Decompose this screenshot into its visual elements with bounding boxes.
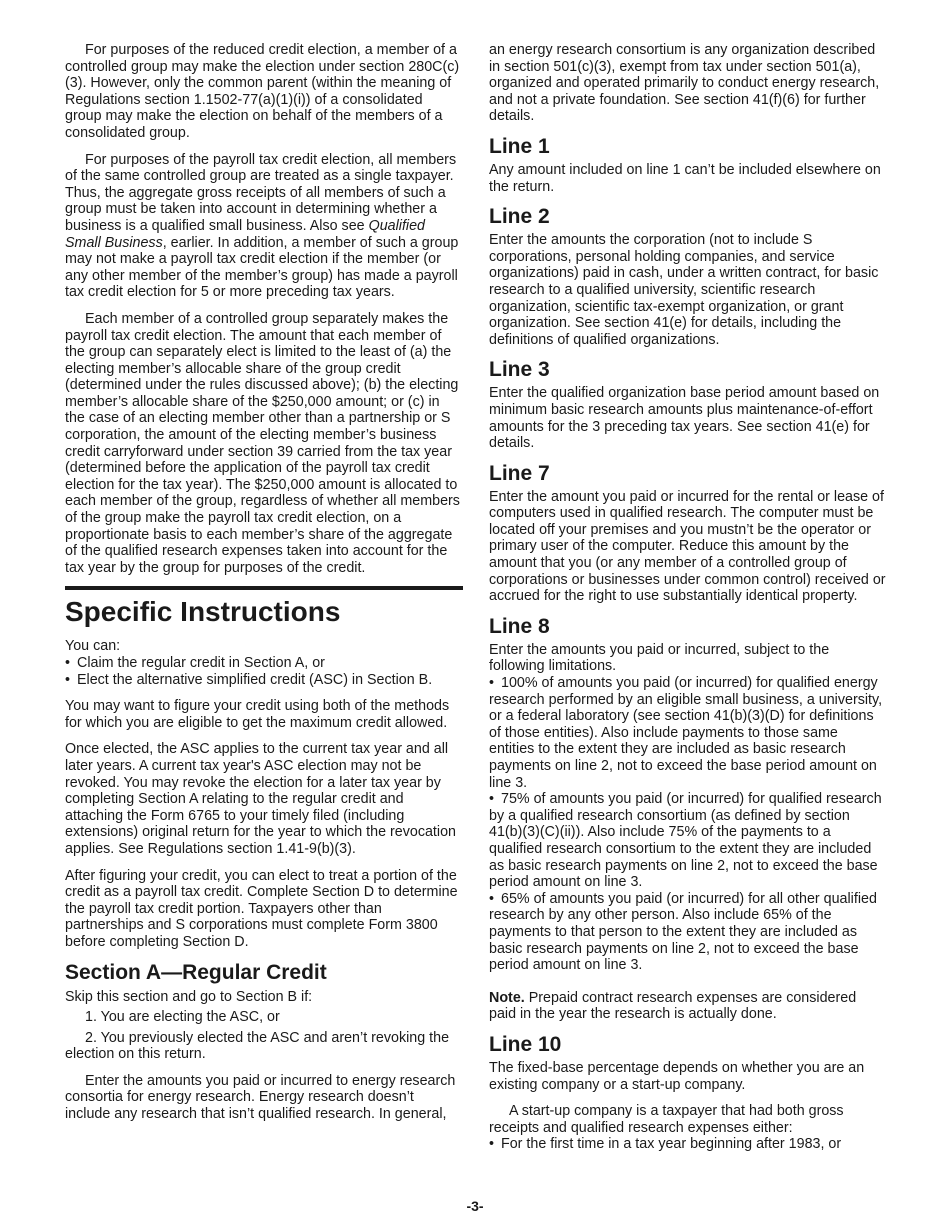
paragraph-energy-consortium: an energy research consortium is any organization described in section 501(c)(3), exempt from tax under section 501(a), organized and operated primarily to conduct energy research, and not a private foundation. See section 41(f)(6) for further details. — [489, 42, 880, 125]
line-2-text: Enter the amounts the corporation (not to include S corporations, personal holding companies, and service organizations) paid in cash, under a written contract, for basic research to a qualified university, scientific research organization, scientific tax-exempt organization, or grant organization. See section 41(e) for details, including the definitions of qualified organizations. — [489, 232, 879, 348]
line-3-heading: Line 3 — [489, 358, 550, 382]
paragraph-controlled-group: Each member of a controlled group separately makes the payroll tax credit election. The amount that each member of the group can separately elect is limited to the least of (a) the electing member’s allocable share of the group credit (determined under the rules discussed above); (b) the electing member’s allocable share of the $250,000 amount; or (c) in the case of an electing member other than a partnership or S corporation, the amount of the electing member’s business credit carryforward under section 39 carried from the tax year (determined before the application of the payroll tax credit election for the tax year). The $250,000 amount is allocated to each member of the group, regardless of whether all members of the group make the payroll tax credit election, on a proportionate basis to each member’s share of the aggregate of the qualified research expenses taken into account for the tax year by the group for purposes of the credit. — [65, 310, 460, 576]
list-item: • Claim the regular credit in Section A, or — [65, 655, 463, 672]
bullet-icon: • — [489, 890, 495, 907]
skip-text: Skip this section and go to Section B if: — [65, 988, 313, 1005]
note-paragraph — [489, 990, 887, 1023]
emphasis-qualified-small-business: Qualified Small Business — [65, 217, 426, 251]
bullet-text: 75% of amounts you paid (or incurred) for qualified research by a qualified research consortium (as defined by section 41(b)(3)(C)(ii)). Also include 75% of the payments to a qualified research consortium to the extent they are included as basic research payments on line 2, not to exceed the base period amount on line 3. — [489, 791, 882, 891]
bullet-icon: • — [489, 791, 495, 808]
bullet-text: For the first time in a tax year beginning after 1983, or — [501, 1136, 842, 1153]
line-8-bullet — [489, 791, 887, 891]
paragraph-energy-research: Enter the amounts you paid or incurred to energy research consortia for energy research. Energy research doesn’t include any research that isn’t qualified research. In general, — [65, 1072, 456, 1123]
line-8-intro: Enter the amounts you paid or incurred, subject to the following limitations. — [489, 641, 830, 675]
line-1-heading: Line 1 — [489, 134, 550, 158]
list-item: • Elect the alternative simplified credit (ASC) in Section B. — [65, 672, 463, 689]
page-number: -3- — [466, 1198, 484, 1214]
line-3-text: Enter the qualified organization base period amount based on minimum basic research amounts plus maintenance-of-effort amounts for the 3 preceding tax years. See section 41(e) for details. — [489, 385, 880, 452]
paragraph-both-methods: You may want to figure your credit using both of the methods for which you are eligible to get the maximum credit allowed. — [65, 698, 450, 731]
section-a-heading: Section A—Regular Credit — [65, 960, 327, 984]
paragraph-payroll-portion: After figuring your credit, you can elect to treat a portion of the credit as a payroll tax credit. Complete Section D to determine the payroll tax credit portion. Taxpayers other than partnerships and S corporations must complete Form 3800 before completing Section D. — [65, 867, 458, 950]
specific-instructions-heading: Specific Instructions — [65, 586, 463, 628]
left-column — [65, 42, 463, 1133]
bullet-text: 100% of amounts you paid (or incurred) for qualified energy research performed by an eligible small business, a university, or a federal laboratory (see section 41(b)(3)(D) for definitions of those entities). Also include payments to those same entities to the extent they are included as basic research payments on line 2, not to exceed the base period amount on line 3. — [489, 675, 883, 791]
line-10-heading: Line 10 — [489, 1032, 562, 1056]
bullet-icon: • — [489, 1136, 495, 1153]
note-text: Prepaid contract research expenses are considered paid in the year the research is actually done. — [489, 989, 857, 1023]
bullet-icon: • — [489, 675, 495, 692]
line-8-bullet — [489, 891, 887, 974]
line-7-heading: Line 7 — [489, 461, 550, 485]
paragraph-reduced-credit: For purposes of the reduced credit election, a member of a controlled group may make the election under section 280C(c)(3). However, only the common parent (within the meaning of Regulations section 1.1502-77(a)(1)(i)) of a consolidated group may make the election on behalf of the members of a consolidated group. — [65, 42, 460, 141]
paragraph-payroll-election — [65, 152, 463, 301]
you-can-text: You can: — [65, 638, 121, 655]
line-1-text: Any amount included on line 1 can’t be included elsewhere on the return. — [489, 161, 881, 195]
bullet-text: 65% of amounts you paid (or incurred) for all other qualified research by any other person. Also include 65% of the payments to that person to the extent they are included as basic research payments on line 2, not to exceed the base period amount on line 3. — [489, 890, 877, 974]
line-8-heading: Line 8 — [489, 614, 550, 638]
line-7-text: Enter the amount you paid or incurred for the rental or lease of computers used in qualified research. The computer must be located off your premises and you mustn’t be the operator or primary user of the computer. Reduce this amount by the amount that you (or any member of a controlled group of corporations or businesses under common control) received or accrued for the right to use substantially identical property. — [489, 488, 886, 605]
line-2-heading: Line 2 — [489, 205, 550, 229]
startup-text: A start-up company is a taxpayer that had both gross receipts and qualified research expenses either: — [489, 1103, 844, 1136]
numbered-item-2: 2. You previously elected the ASC and aren’t revoking the election on this return. — [65, 1029, 450, 1063]
startup-bullet — [489, 1136, 887, 1153]
you-can-list — [65, 655, 463, 688]
line-8-bullet — [489, 675, 887, 791]
text: For purposes of the payroll tax credit election, all members of the same controlled group are treated as a single taxpayer. Thus, the aggregate gross receipts of all members of such a group must be taken into account in determining whether a business is a qualified small business. Also see — [65, 151, 457, 234]
numbered-item-1: 1. You are electing the ASC, or — [85, 1009, 280, 1026]
text: , earlier. In addition, a member of such a group may not make a payroll tax credit election if the member (or any other member of the member’s group) has made a payroll tax credit election for 5 or more preceding tax years. — [65, 234, 459, 301]
paragraph-asc-election: Once elected, the ASC applies to the current tax year and all later years. A current tax year's ASC election may not be revoked. You may revoke the election for a later tax year by completing Section A relating to the regular credit and attaching the Form 6765 to your timely filed (including extensions) original return for the year to which the revocation applies. See Regulations section 1.41-9(b)(3). — [65, 741, 456, 857]
note-label: Note. — [489, 989, 525, 1006]
line-10-text: The fixed-base percentage depends on whether you are an existing company or a start-up company. — [489, 1059, 865, 1093]
right-column — [489, 42, 887, 1153]
